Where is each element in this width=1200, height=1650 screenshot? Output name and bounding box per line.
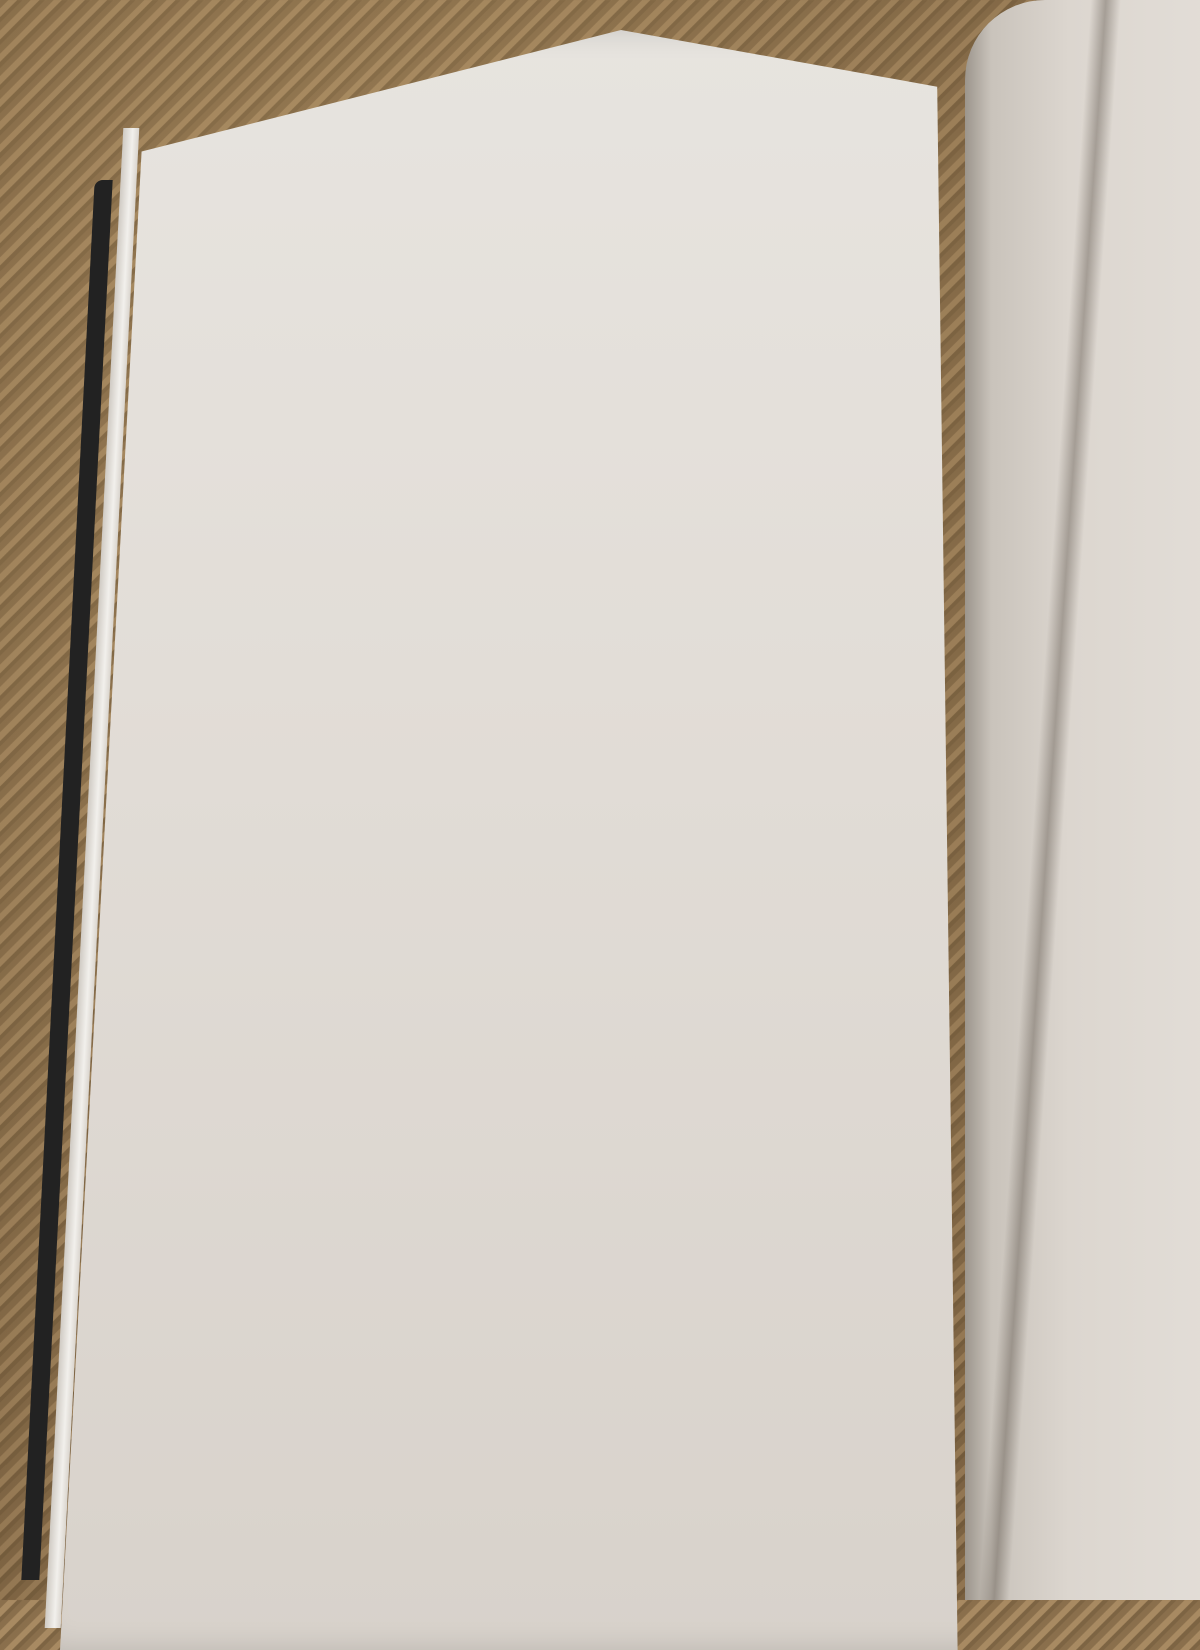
- left-page: [60, 30, 1080, 1650]
